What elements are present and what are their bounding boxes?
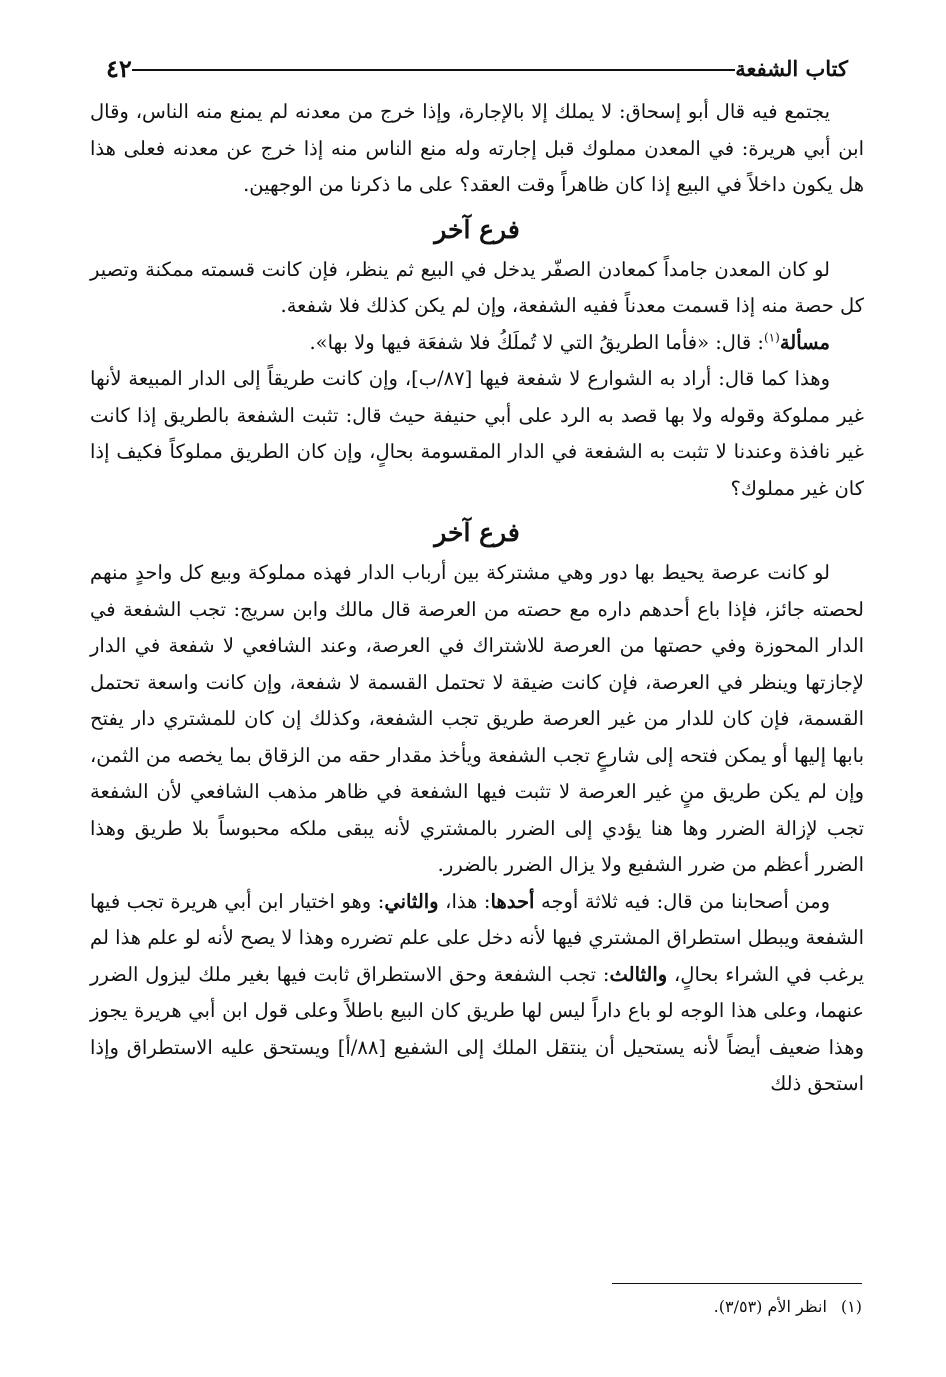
p6-text-a: ومن أصحابنا من قال: فيه ثلاثة أوجه [534,889,830,913]
paragraph-5: لو كانت عرصة يحيط بها دور وهي مشتركة بين أرباب الدار فهذه مملوكة وبيع كل واحدٍ منهم لحصته جائز، فإذا باع أحدهم داره مع حصته من العرصة قال مالك وابن سريج: تجب الشفعة في الدار المحوزة وفي حصتها من العرصة للاشتراك في العرصة، وعند الشافعي لا شفعة في الدار لإجازتها وينظر في العرصة، فإن كانت ضيقة لا تحتمل القسمة لا شفعة، وإن كانت واسعة تحتمل القسمة، فإن كان للدار من غير العرصة طريق تجب الشفعة، وكذلك إن كان للمشتري دار يفتح بابها إليها أو يمكن فتحه إلى شارعٍ تجب الشفعة ويأخذ مقدار حقه من الزقاق بما يخصه من الثمن، وإن لم يكن طريق منٍ غير العرصة لا تثبت فيها الشفعة في ظاهر مذهب الشافعي لأن الشفعة تجب لإزالة الضرر وها هنا يؤدي إلى الضرر بالمشتري لأنه يبقى ملكه محبوساً بلا طريق وهذا الضرر أعظم من ضرر الشفيع ولا يزال الضرر بالضرر. [90,561,864,876]
footnote [400,1294,862,1320]
p6-first-view: أحدها [490,889,535,913]
footnote-rule [612,1283,862,1284]
footnote-marker: (١) [763,330,780,344]
p6-text-c: : هذا، [438,889,491,913]
book-title: كتاب الشفعة [735,55,848,81]
masala-label: مسألة [779,330,830,354]
paragraph-4: وهذا كما قال: أراد به الشوارع لا شفعة فيها [٨٧/ب]، وإن كانت طريقاً إلى الدار المبيعة لأنها غير مملوكة وقوله ولا بها قصد به الرد على أبي حنيفة حيث قال: تثبت الشفعة بالطريق إذا كانت غير نافذة وعندنا لا تثبت به الشفعة في الدار المقسومة بحالٍ، وإن كان الطريق مملوكاً فكيف إذا كان غير مملوك؟ [90,367,864,500]
paragraph-3 [90,325,864,362]
paragraph-6 [90,884,864,1103]
p6-text-g: : تجب الشفعة وحق الاستطراق ثابت فيها بغير ملك ليزول الضرر عنهما، وعلى هذا الوجه لو باع داراً ليس لها طريق كان البيع باطلاً وعلى قول ابن أبي هريرة يجوز وهذا ضعيف أيضاً لأنه يستحيل أن ينتقل الملك إلى الشفيع [٨٨/أ] ويستحق عليه الاستطراق وإذا استحق ذلك [90,962,864,1095]
footnote-text: انظر الأم (٣/٥٣). [713,1297,827,1316]
paragraph-2: لو كان المعدن جامداً كمعادن الصفّر يدخل في البيع ثم ينظر، فإن كانت قسمته ممكنة وتصير كل حصة منه إذا قسمت معدناً ففيه الشفعة، وإن لم يكن كذلك فلا شفعة. [90,257,864,317]
footnote-number: (١) [840,1297,862,1316]
section-heading-2: فرع آخر [434,518,520,547]
paragraph-1: يجتمع فيه قال أبو إسحاق: لا يملك إلا بالإجارة، وإذا خرج من معدنه لم يمنع منه الناس، وقال ابن أبي هريرة: في المعدن مملوك قبل إجارته وله منع الناس منه إذا خرج عن معدنه فعلى هذا هل يكون داخلاً في البيع إذا كان ظاهراً وقت العقد؟ على ما ذكرنا من الوجهين. [90,100,864,196]
p6-second-view: والثاني [384,889,439,913]
header-rule [132,69,735,71]
main-text [90,94,864,1103]
p6-third-view: والثالث [609,962,668,986]
page-number: ٤٢ [106,53,132,83]
section-heading-1: فرع آخر [434,214,520,244]
masala-text: : قال: «فأما الطريقُ التي لا تُملَكُ فلا شفعَة فيها ولا بها». [309,330,764,354]
p6-text-e: : وهو اختيار ابن أبي هريرة تجب فيها الشفعة ويبطل استطراق المشتري فيها لأنه دخل على علم تضرره وهذا لا يصح لأنه لو علم هذا لم يرغب في الشراء بحالٍ، [90,889,864,986]
page-header [92,48,862,88]
